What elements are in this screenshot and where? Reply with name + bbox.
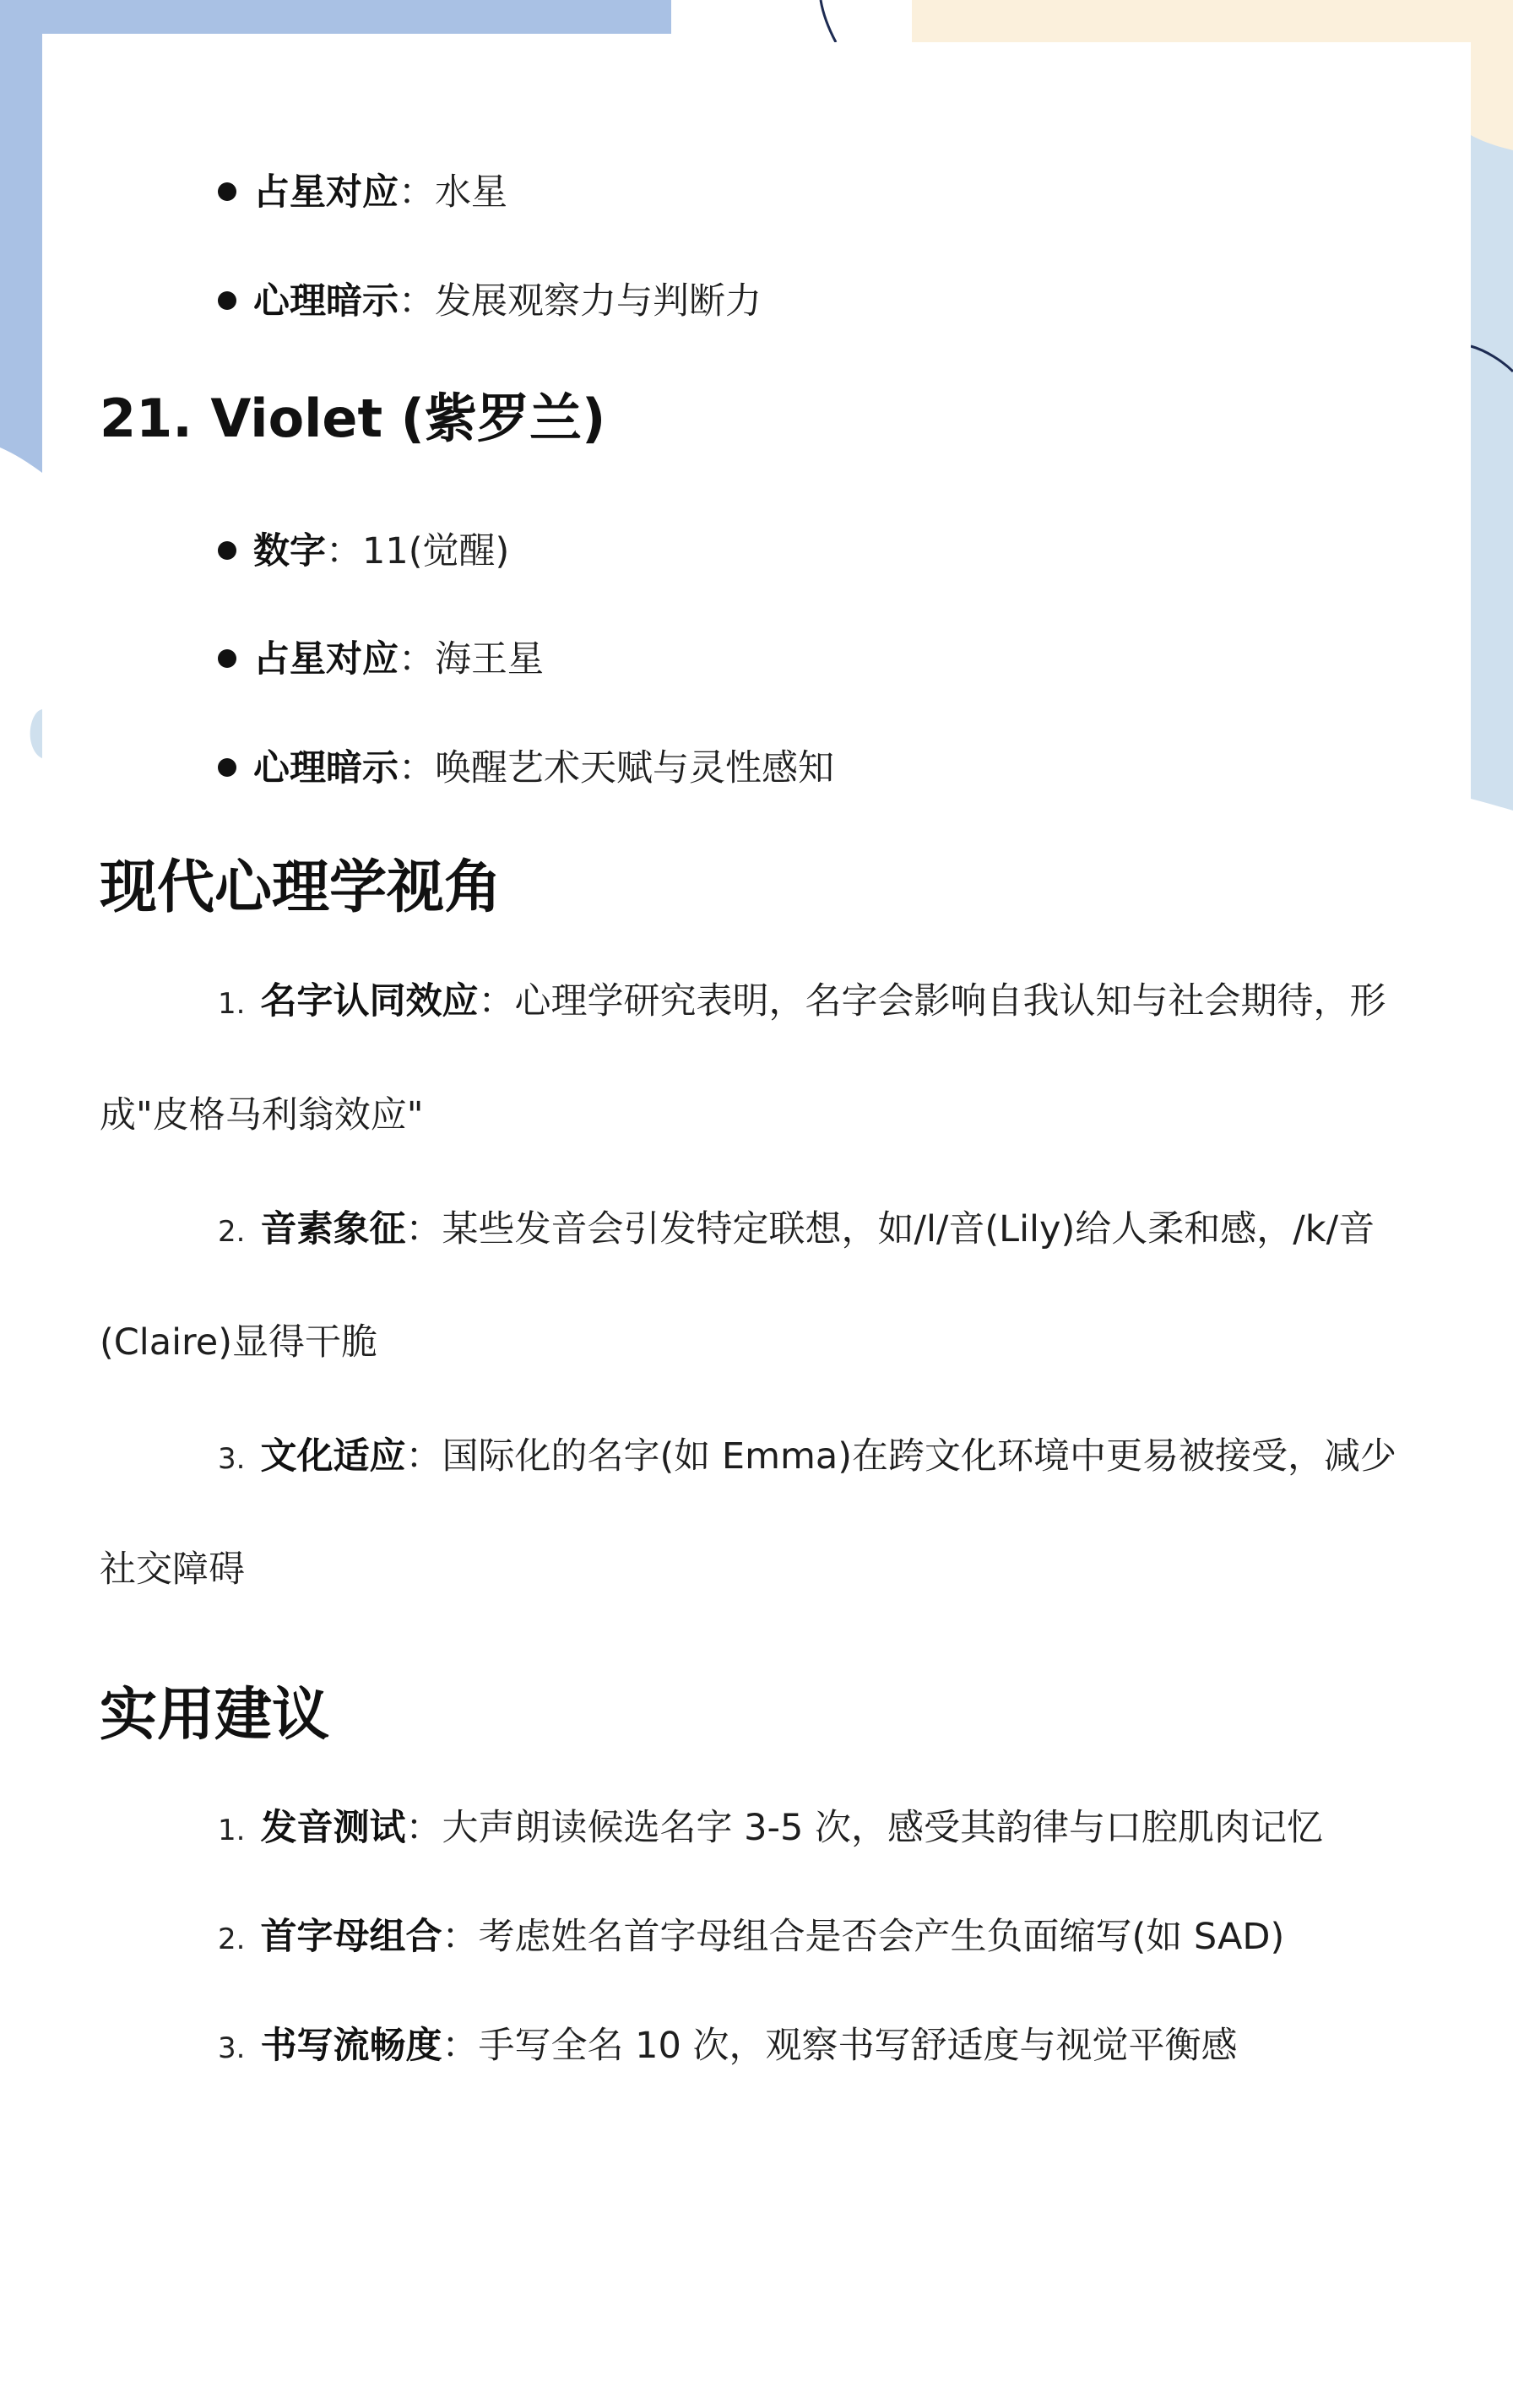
- numbered-item-continuation: 社交障碍: [100, 1548, 245, 1591]
- bullet-icon: [218, 541, 236, 560]
- content-card: [42, 42, 1471, 2408]
- bullet-icon: [218, 649, 236, 668]
- section-heading-advice: 实用建议: [100, 1682, 330, 1749]
- bullet-icon: [218, 182, 236, 201]
- list-item: 心理暗示：发展观察力与判断力: [218, 278, 762, 325]
- numbered-item: 3. 书写流畅度：手写全名 10 次，观察书写舒适度与视觉平衡感: [218, 2025, 1238, 2067]
- section-heading-violet: 21. Violet (紫罗兰): [100, 388, 606, 449]
- numbered-item: 2. 首字母组合：考虑姓名首字母组合是否会产生负面缩写(如 SAD): [218, 1916, 1285, 1958]
- numbered-item: 3. 文化适应：国际化的名字(如 Emma)在跨文化环境中更易被接受，减少: [218, 1435, 1396, 1478]
- list-item: 占星对应：水星: [218, 169, 507, 216]
- numbered-item-continuation: (Claire)显得干脆: [100, 1321, 378, 1364]
- list-item: 占星对应：海王星: [218, 636, 544, 683]
- small-blue-blob-left: [30, 709, 42, 758]
- navy-curve-top: [821, 0, 836, 42]
- numbered-item-continuation: 成"皮格马利翁效应": [100, 1094, 424, 1136]
- numbered-item: 2. 音素象征：某些发音会引发特定联想，如/l/音(Lily)给人柔和感，/k/音: [218, 1208, 1375, 1250]
- numbered-item: 1. 发音测试：大声朗读候选名字 3-5 次，感受其韵律与口腔肌肉记忆: [218, 1807, 1324, 1849]
- list-item: 心理暗示：唤醒艺术天赋与灵性感知: [218, 745, 834, 792]
- bullet-icon: [218, 758, 236, 777]
- numbered-item: 1. 名字认同效应：心理学研究表明，名字会影响自我认知与社会期待，形: [218, 980, 1386, 1022]
- light-blue-blob-right: [1471, 135, 1513, 811]
- bullet-icon: [218, 291, 236, 310]
- section-heading-psychology: 现代心理学视角: [100, 854, 502, 921]
- list-item: 数字：11(觉醒): [218, 528, 509, 575]
